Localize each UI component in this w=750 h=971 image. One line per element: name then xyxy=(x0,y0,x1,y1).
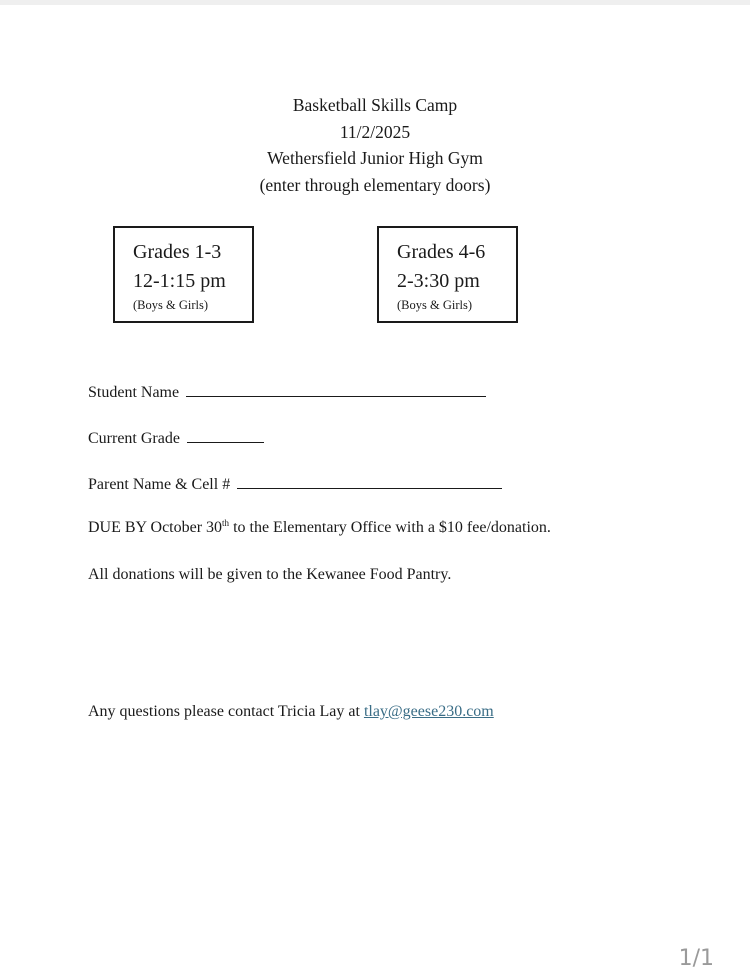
camp-date: 11/2/2025 xyxy=(339,121,411,142)
due-prefix: DUE BY October 30 xyxy=(88,519,223,536)
current-grade-label: Current Grade xyxy=(88,430,180,447)
top-bar xyxy=(0,0,750,5)
donations-line: All donations will be given to the Kewanee Food Pantry. xyxy=(88,566,452,583)
session-time: 12-1:15 pm xyxy=(133,270,226,292)
current-grade-row xyxy=(88,428,264,448)
parent-blank xyxy=(237,474,502,489)
parent-row xyxy=(88,474,502,494)
contact-email-link[interactable]: tlay@geese230.com xyxy=(363,703,494,720)
session-grades: Grades 1-3 xyxy=(133,241,222,263)
student-name-label: Student Name xyxy=(88,384,180,401)
flyer-header xyxy=(0,92,750,198)
session-box-grades-1-3 xyxy=(113,226,254,323)
session-audience: (Boys & Girls) xyxy=(397,298,472,312)
current-grade-blank xyxy=(187,428,264,443)
due-date-line xyxy=(88,519,551,537)
camp-title: Basketball Skills Camp xyxy=(292,95,458,115)
session-audience: (Boys & Girls) xyxy=(133,298,208,312)
camp-location: Wethersfield Junior High Gym xyxy=(267,148,483,168)
session-time: 2-3:30 pm xyxy=(397,270,480,292)
due-rest: to the Elementary Office with a $10 fee/donation. xyxy=(229,519,551,536)
student-name-blank xyxy=(186,382,486,397)
due-superscript: th xyxy=(222,518,230,528)
contact-line xyxy=(88,703,494,721)
student-name-row xyxy=(88,382,486,402)
session-grades: Grades 4-6 xyxy=(397,241,486,263)
entry-note: (enter through elementary doors) xyxy=(259,174,491,195)
parent-label: Parent Name & Cell # xyxy=(88,476,231,493)
session-box-grades-4-6 xyxy=(377,226,518,323)
page-indicator: 1/1 xyxy=(678,946,714,971)
contact-text: Any questions please contact Tricia Lay at xyxy=(88,703,364,720)
